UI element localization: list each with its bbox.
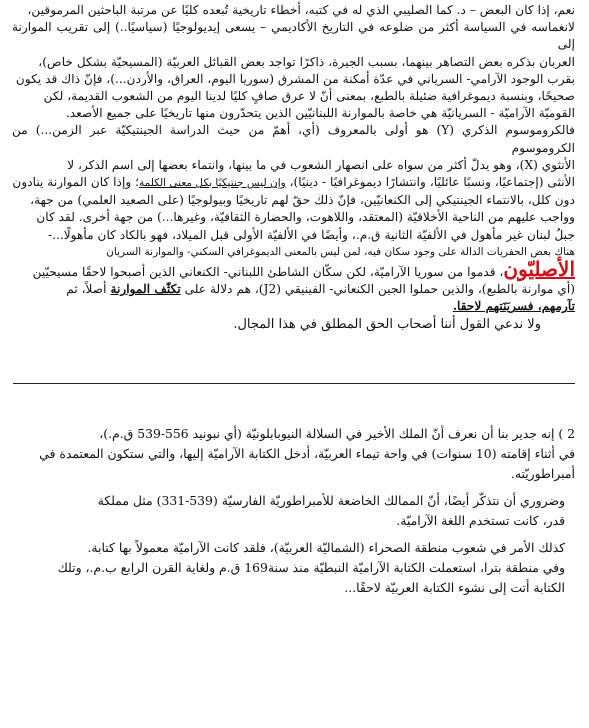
text-fragment: فالكروموسوم الذكري (	[449, 123, 575, 138]
chromosome-label: Y	[441, 123, 450, 138]
text-line	[12, 257, 575, 282]
text-fragment: ) هو أولى بالمعروف (أي، أهمّ من حيث الدراسة الجينتيكيّة عبر الزمن...) من الكروموسوم	[12, 123, 575, 155]
text-line: هناك بعض الحفريات الدالة على وجود سكان فيه، لمن ليس بالمعنى الديموغرافي السكني- والموارنة السريان	[106, 245, 575, 258]
emphasized-term: تكثّف الموارنة	[110, 282, 181, 297]
gene-label: J2	[263, 282, 277, 297]
footnote-line: الكتابة أتت إلى نشوء الكتابة العربيّة لاحقًا...	[344, 579, 565, 595]
footnote-line: في أثناء إقامته (10 سنوات) في واحة تيماء العربيّة، أدخل الكتابة الآراميّة إليها، والتي ستكون المعتمدة في	[39, 445, 575, 461]
footnote-line: وضروري أن نتذكّر أيضًا، أنّ الممالك الخاضعة للأمبراطوريّة الفارسيّة (539-331) مثل مملكة	[97, 492, 565, 508]
footnote	[12, 491, 575, 531]
text-line: دون كلل، بالانتماء الجينتيكي إلى الكنعانيّين، فإنّ ذلك حقّ لهم تاريخيًا وبيولوجيًا (على الصعيد العلمي) من جهة،	[30, 193, 575, 208]
text-line: العربان بذكره بعض التصاهر بينهما، بسبب الجيرة، ذاكرًا تواجد بعض القبائل العربيّة (المسيحيّة بشكل خاص)،	[38, 54, 575, 69]
footnote-line: 2 ) إنه جدير بنا أن نعرف أنّ الملك الأخير في السلالة النيوبابلونيّة (أي نبونيد 556-539 ق.م.)،	[99, 425, 575, 441]
text-line: وواجب عليهم من الناحية الأخلاقيّة (المعتقد، واللاهوت، والحضارة الثقافيّة، وغيرها...) من جهة أخرى. لقد كان	[36, 210, 575, 225]
text-line	[12, 281, 575, 298]
footnote	[12, 424, 575, 484]
text-fragment: أصلاً، ثم	[66, 282, 107, 297]
text-line: نعم، إذا كان البعض – د. كما الصليبي الذي له في كتبه، أخطاء تاريخية تُبعده كليًا عن مرتبة الباحثين المرموقين،	[27, 3, 575, 17]
closing-statement: ولا ندعي القول أننا أصحاب الحق المطلق في هذا المجال.	[233, 316, 541, 332]
text-fragment: ؛ وإذا كان الموارنة ينادون	[12, 175, 139, 190]
underlined-note: وإن ليس جنتيكيًا بكل معنى الكلمة	[139, 177, 286, 190]
chromosome-label: X	[524, 157, 534, 172]
text-line: صحيحًا، وبنسبة ديموغرافية ضئيلة بالطبع، بمعنى أنّ لا عرق صافٍ كليًا لدينا اليوم من الشعوب القديمة، لكن	[43, 89, 575, 104]
text-fragment: الأنثى (إجتماعيًا، ونسبًا عائليًا، وانتشارًا ديموغرافيًا - دينيًا)،	[289, 175, 575, 190]
footnote-line: وفي منطقة بترا، استعملت الكتابة الآراميّة النبطيّة منذ سنة169 ق.م ولغاية القرن الرابع ب.م.، وتلك	[57, 559, 565, 575]
footnote-line: قدر، كانت تستخدم اللغة الآراميّة.	[396, 512, 565, 528]
text-line: تآرمهم، فسريَنَتهم لاحقا.	[452, 299, 575, 314]
footnote-line: أمبراطوريّته.	[510, 465, 575, 481]
main-paragraph	[12, 2, 575, 333]
text-fragment: الأنثوي (	[533, 157, 575, 172]
text-line: بقرب الوجود الآرامي- السرياني في عدّة أمكنة من المشرق (سوريا اليوم، العراق، والأردن...)، فإنّ ذاك قد يكون	[15, 71, 575, 86]
text-fragment: (أي موارنة بالطبع)، والذين حملوا الجين الكنعاني- الفينيقي (	[276, 282, 575, 297]
footnote-line: كذلك الأمر في شعوب منطقة الصحراء (الشماليّة العربيّة)، فلقد كانت الآراميّة معمولاً بها كتابة.	[87, 539, 565, 555]
text-fragment: )، هم دلالة على	[184, 282, 264, 297]
footnote-divider	[13, 383, 575, 384]
footnote	[12, 538, 575, 598]
text-line: القوميّة الآراميّة - السريانيّة هي خاصة بالموارنة اللبنانيّين الذين يتحدّرون منها تاريخيًا على جميع الأصعد.	[65, 106, 575, 121]
highlighted-term: الأصليّون	[503, 257, 575, 282]
footnotes-section	[12, 424, 575, 598]
text-line	[12, 122, 575, 156]
text-fragment: )، وهو يدلّ أكثر من سواه على انصهار الشعوب في ما بينها، وانتماء بعضها إلى اسم الذكر، لا	[67, 157, 525, 172]
text-line: جبلُ لبنان غير مأهول في الألفيّة الثانية ق.م.، وأيضًا في الألفيّة الأولى قبل الميلاد، فهو بالكاد كان مأهولًا...-	[47, 227, 575, 242]
text-line	[12, 174, 575, 192]
text-fragment: ، قدموا من سوريا الآراميّة، لكن سكّان الشاطئ اللبناني- الكنعاني الذين أصبحوا لاحقًا مسيحيّين	[32, 265, 504, 280]
text-line	[12, 157, 575, 174]
text-line: لانغماسه في السياسة أكثر من ضلوعه في التاريخ الأكاديمي – يسعى إيديولوجيًا (سياسيًا..) إلى تقريب الموارنة إلى	[12, 20, 575, 52]
